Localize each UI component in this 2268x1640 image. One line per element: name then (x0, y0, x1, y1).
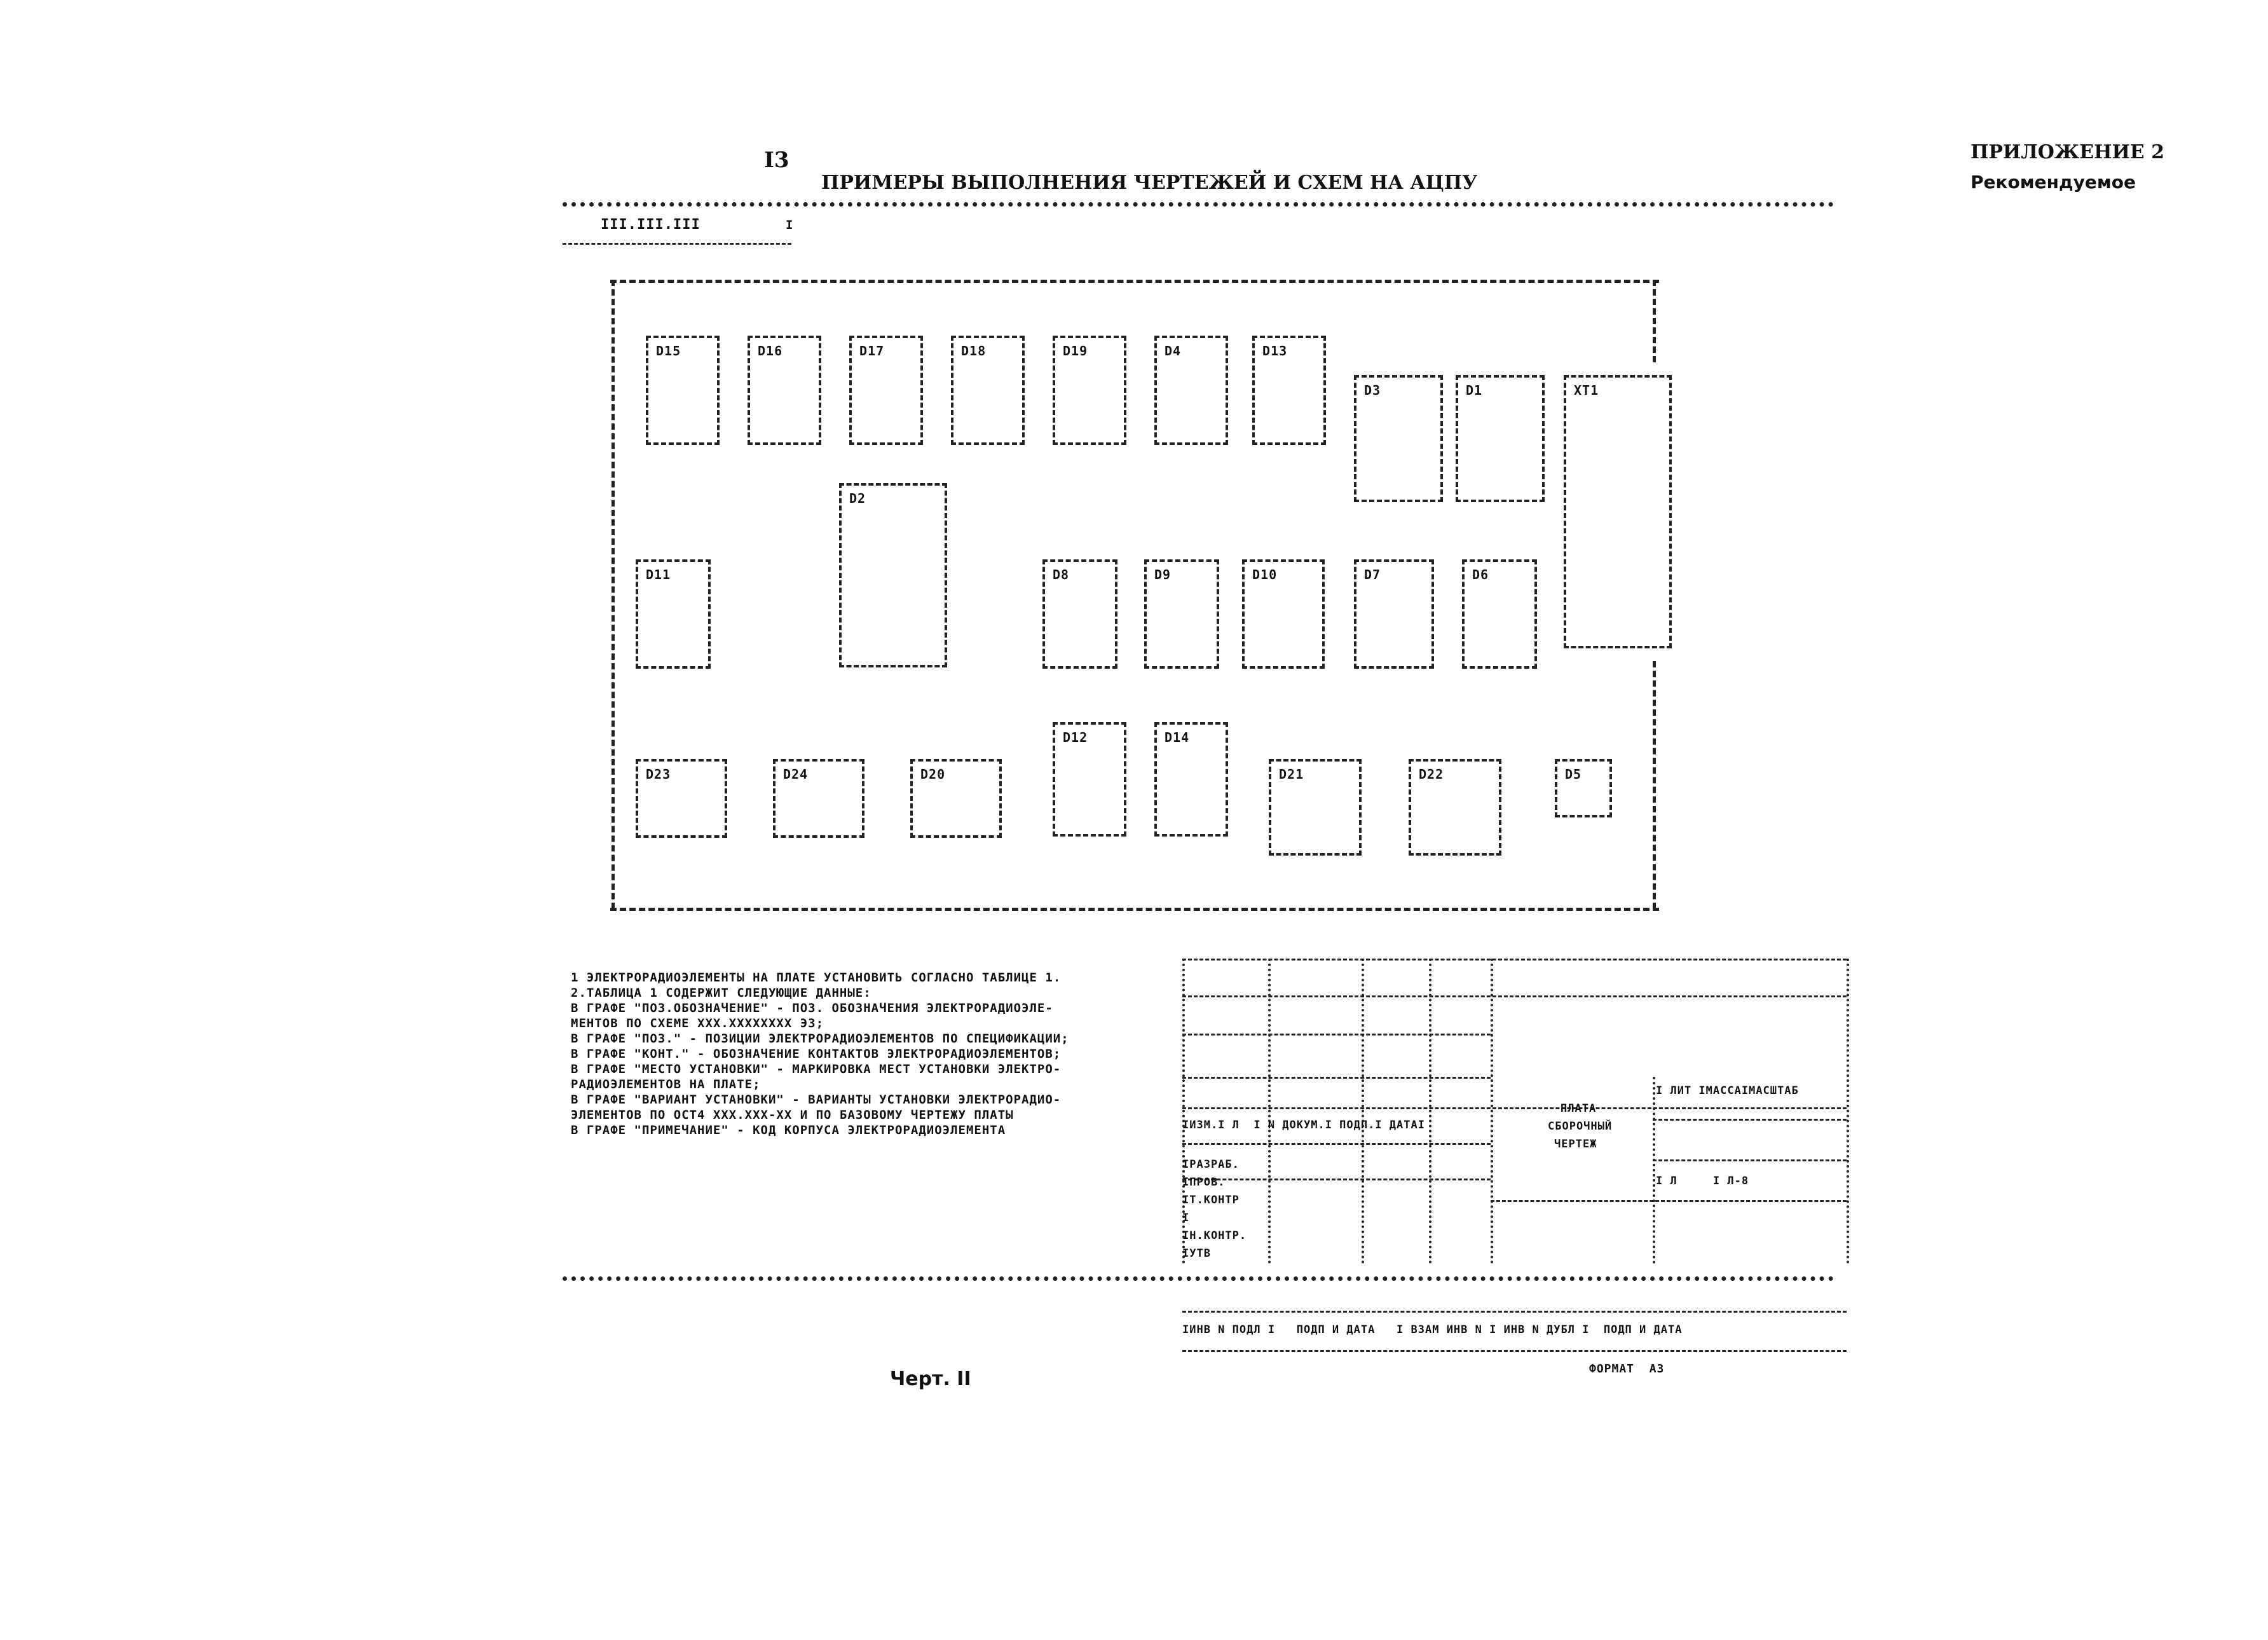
board-bottom-edge (610, 908, 1659, 911)
appendix-label: ПРИЛОЖЕНИЕ 2 (1971, 141, 2164, 163)
note-line: 2.ТАБЛИЦА 1 СОДЕРЖИТ СЛЕДУЮЩИЕ ДАННЫЕ: (571, 986, 871, 1000)
bottom-border-line (563, 1276, 1834, 1281)
note-line: В ГРАФЕ "КОНТ." - ОБОЗНАЧЕНИЕ КОНТАКТОВ ЭЛЕКТРОРАДИОЭЛЕМЕНТОВ; (571, 1047, 1062, 1061)
element-D22: D22 (1409, 759, 1501, 856)
tb-role: IУТВ (1182, 1247, 1211, 1260)
element-D21: D21 (1269, 759, 1362, 856)
tb-line (1182, 1143, 1491, 1145)
tb-role: IТ.КОНТР (1182, 1194, 1240, 1206)
appendix-note: Рекомендуемое (1971, 172, 2136, 193)
page-title: ПРИМЕРЫ ВЫПОЛНЕНИЯ ЧЕРТЕЖЕЙ И СХЕМ НА АЦПУ (821, 172, 1478, 194)
designation-underline (563, 243, 791, 245)
notes-block (571, 970, 1181, 1138)
element-XT1: XT1 (1564, 375, 1672, 648)
tb-lit-value: I Л I Л-8 (1656, 1175, 1749, 1187)
note-line: В ГРАФЕ "ВАРИАНТ УСТАНОВКИ" - ВАРИАНТЫ УСТАНОВКИ ЭЛЕКТРОРАДИО- (571, 1093, 1062, 1107)
note-line: В ГРАФЕ "ПОЗ.ОБОЗНАЧЕНИЕ" - ПОЗ. ОБОЗНАЧЕНИЯ ЭЛЕКТРОРАДИОЭЛЕ- (571, 1001, 1053, 1015)
tb-line (1182, 959, 1847, 960)
board-right-edge-bottom (1653, 661, 1656, 909)
tb-cols-header: I ЛИТ IМАССАIМАСШТАБ (1656, 1084, 1799, 1097)
tb-line (1182, 1034, 1491, 1035)
note-line: В ГРАФЕ "МЕСТО УСТАНОВКИ" - МАРКИРОВКА МЕСТ УСТАНОВКИ ЭЛЕКТРО- (571, 1062, 1062, 1076)
page-number: I3 (764, 147, 789, 173)
tb-role: I (1182, 1212, 1190, 1224)
element-D15: D15 (646, 336, 720, 445)
note-line: 1 ЭЛЕКТРОРАДИОЭЛЕМЕНТЫ НА ПЛАТЕ УСТАНОВИТЬ СОГЛАСНО ТАБЛИЦЕ 1. (571, 971, 1062, 985)
element-D14: D14 (1154, 722, 1228, 837)
top-border-line (563, 202, 1834, 207)
element-D12: D12 (1053, 722, 1126, 837)
tb-line (1182, 1107, 1847, 1109)
element-D3: D3 (1354, 375, 1443, 502)
tb-role: IРАЗРАБ. (1182, 1158, 1240, 1171)
element-D10: D10 (1242, 559, 1325, 669)
element-D6: D6 (1462, 559, 1537, 669)
element-D19: D19 (1053, 336, 1126, 445)
designation-code: III.III.III (601, 217, 700, 233)
bottom-field-line (1182, 1311, 1847, 1313)
element-D17: D17 (849, 336, 923, 445)
tb-role: IН.КОНТР. (1182, 1229, 1247, 1242)
tb-line (1653, 1119, 1847, 1121)
element-D5: D5 (1555, 759, 1612, 817)
note-line: РАДИОЭЛЕМЕНТОВ НА ПЛАТЕ; (571, 1077, 761, 1091)
title-block (1182, 959, 1850, 1283)
note-line: В ГРАФЕ "ПОЗ." - ПОЗИЦИИ ЭЛЕКТРОРАДИОЭЛЕМЕНТОВ ПО СПЕЦИФИКАЦИИ; (571, 1032, 1069, 1046)
tb-line (1182, 995, 1847, 997)
board-right-edge-top (1653, 280, 1656, 362)
element-D11: D11 (636, 559, 711, 669)
tb-doc-name-2: СБОРОЧНЫЙ (1548, 1120, 1613, 1133)
tb-line (1182, 1077, 1491, 1079)
tb-role: IПРОВ. (1182, 1176, 1226, 1189)
designation-bar: I (786, 218, 794, 232)
tb-line (1653, 1159, 1847, 1161)
bottom-field-labels: IИНВ N ПОДЛ I ПОДП И ДАТА I ВЗАМ ИНВ N I ИНВ N ДУБЛ I ПОДП И ДАТА (1182, 1323, 1683, 1336)
tb-col (1268, 959, 1271, 1264)
note-line: МЕНТОВ ПО СХЕМЕ ХХХ.ХХХХХХХХ Э3; (571, 1016, 824, 1030)
format-label: ФОРМАТ А3 (1589, 1362, 1665, 1376)
element-D7: D7 (1354, 559, 1434, 669)
tb-col (1429, 959, 1431, 1264)
element-D18: D18 (951, 336, 1025, 445)
element-D2: D2 (839, 483, 947, 667)
element-D1: D1 (1456, 375, 1545, 502)
note-line: ЭЛЕМЕНТОВ ПО ОСТ4 ХХХ.ХХХ-ХХ И ПО БАЗОВОМУ ЧЕРТЕЖУ ПЛАТЫ (571, 1108, 1014, 1122)
bottom-field-line (1182, 1350, 1847, 1352)
element-D20: D20 (910, 759, 1002, 838)
tb-col (1362, 959, 1364, 1264)
tb-doc-name-3: ЧЕРТЕЖ (1554, 1138, 1597, 1151)
tb-line (1182, 1179, 1491, 1180)
tb-line (1491, 1200, 1847, 1202)
element-D9: D9 (1144, 559, 1219, 669)
element-D4: D4 (1154, 336, 1228, 445)
tb-col (1491, 959, 1493, 1264)
element-D13: D13 (1252, 336, 1326, 445)
board-top-edge (610, 280, 1659, 283)
element-D16: D16 (748, 336, 821, 445)
element-D24: D24 (773, 759, 864, 838)
tb-header-row: IИЗМ.I Л I N ДОКУМ.I ПОДП.I ДАТАI (1182, 1119, 1425, 1131)
element-D8: D8 (1042, 559, 1117, 669)
element-D23: D23 (636, 759, 727, 838)
figure-caption: Черт. II (890, 1368, 971, 1390)
tb-doc-name-1: ПЛАТА (1561, 1102, 1597, 1115)
tb-col (1653, 1077, 1655, 1264)
note-line: В ГРАФЕ "ПРИМЕЧАНИЕ" - КОД КОРПУСА ЭЛЕКТРОРАДИОЭЛЕМЕНТА (571, 1123, 1006, 1137)
tb-col (1847, 959, 1849, 1264)
board-left-edge (611, 280, 615, 909)
